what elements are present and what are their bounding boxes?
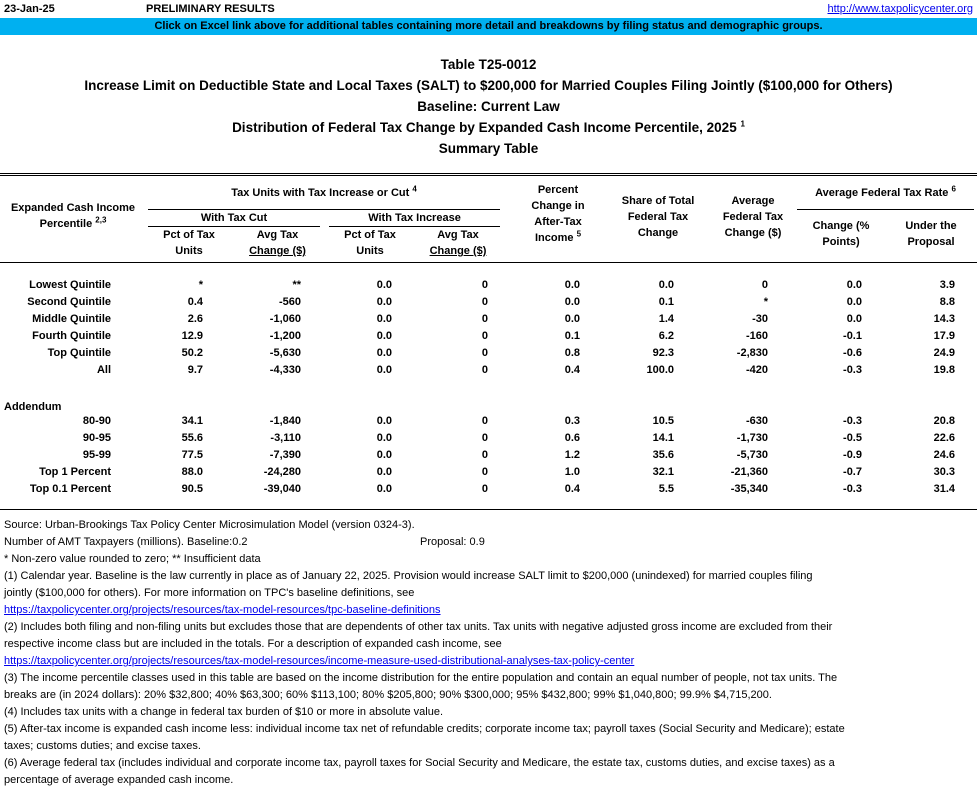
cell-rate-change: -0.6 (843, 347, 862, 359)
row-label: 90-95 (82, 432, 111, 444)
cell-inc-pct: 0.0 (376, 296, 392, 308)
cell-cut-pct: * (198, 279, 203, 291)
row-label: Middle Quintile (32, 313, 111, 325)
table-row (0, 345, 977, 362)
cell-rate-change: -0.7 (843, 466, 862, 478)
cell-pct-after-tax: 0.0 (564, 313, 580, 325)
cell-rate: 14.3 (933, 313, 955, 325)
cell-rate: 22.6 (933, 432, 955, 444)
notes (4, 517, 972, 789)
table-row (0, 430, 977, 447)
table-number: Table T25-0012 (440, 57, 537, 72)
cell-inc-avg: 0 (481, 449, 488, 461)
cell-cut-avg: -1,060 (269, 313, 301, 325)
cell-avg-change: * (763, 296, 768, 308)
cell-avg-change: -5,730 (736, 449, 768, 461)
cell-share: 0.0 (658, 279, 674, 291)
cell-pct-after-tax: 0.3 (564, 415, 580, 427)
note-5: (5) After-tax income is expanded cash income less: individual income tax net of refundable credits; corporate income tax; payroll taxes (Social Security and Medicare); estate (4, 723, 845, 735)
note-5-cont: taxes; customs duties; and excise taxes. (4, 740, 201, 752)
cell-rate-change: 0.0 (846, 279, 862, 291)
cell-inc-pct: 0.0 (376, 347, 392, 359)
cell-inc-pct: 0.0 (376, 364, 392, 376)
cell-rate: 17.9 (933, 330, 955, 342)
note-6: (6) Average federal tax (includes individual and corporate income tax, payroll taxes for Social Security and Medicare, the estate tax, customs duties, and excise taxes) as a (4, 757, 835, 769)
note-amt: Number of AMT Taxpayers (millions). Baseline:0.2 Proposal: 0.9 (4, 536, 485, 548)
cell-rate-change: 0.0 (846, 296, 862, 308)
cell-inc-pct: 0.0 (376, 449, 392, 461)
cell-cut-pct: 0.4 (187, 296, 203, 308)
table-subtitle: Distribution of Federal Tax Change by Expanded Cash Income Percentile, 2025 $^1$ (232, 119, 745, 135)
cell-inc-pct: 0.0 (376, 432, 392, 444)
cell-inc-avg: 0 (481, 330, 488, 342)
cell-inc-pct: 0.0 (376, 313, 392, 325)
cell-rate: 31.4 (933, 483, 955, 495)
cell-rate-change: -0.5 (843, 432, 862, 444)
cell-cut-pct: 50.2 (181, 347, 203, 359)
row-label: Fourth Quintile (32, 330, 111, 342)
cell-inc-avg: 0 (481, 483, 488, 495)
cell-share: 14.1 (652, 432, 674, 444)
row-label: Top Quintile (47, 347, 111, 359)
table-titles (0, 54, 977, 159)
cell-cut-pct: 88.0 (181, 466, 203, 478)
row-label: All (96, 364, 111, 376)
cell-cut-avg: -5,630 (269, 347, 301, 359)
cell-rate-change: -0.9 (843, 449, 862, 461)
col-header-share: Share of Total Federal Tax Change (621, 195, 695, 239)
cell-avg-change: -21,360 (730, 466, 768, 478)
website-link[interactable]: http://www.taxpolicycenter.org (827, 3, 973, 15)
note-source: Source: Urban-Brookings Tax Policy Center Microsimulation Model (version 0324-3). (4, 519, 415, 531)
cell-share: 92.3 (652, 347, 674, 359)
cell-cut-pct: 90.5 (181, 483, 203, 495)
col-header-pct-after-tax: Percent Change in After-Tax Income $^5$ (531, 184, 585, 244)
cell-cut-pct: 9.7 (187, 364, 203, 376)
note-1: (1) Calendar year. Baseline is the law currently in place as of January 22, 2025. Provision would increase SALT limit to $200,000 (unindexed) for married couples filing (4, 570, 813, 582)
cell-pct-after-tax: 1.2 (564, 449, 580, 461)
cell-cut-avg: -7,390 (269, 449, 301, 461)
cell-share: 6.2 (658, 330, 674, 342)
col-header-avg-change: Average Federal Tax Change ($) (722, 195, 784, 239)
note-2-cont: respective income class but are included in the totals. For a description of expanded cash income, see (4, 638, 502, 650)
cell-pct-after-tax: 0.4 (564, 483, 580, 495)
cell-cut-avg: -1,840 (269, 415, 301, 427)
row-label: Second Quintile (27, 296, 111, 308)
col-header-rate: Average Federal Tax Rate $^6$ (815, 184, 956, 199)
col-header-with-increase: With Tax Increase (368, 212, 461, 224)
col-header-with-cut: With Tax Cut (200, 212, 268, 224)
cell-rate-change: -0.3 (843, 415, 862, 427)
cell-avg-change: -30 (752, 313, 768, 325)
cell-cut-pct: 55.6 (181, 432, 203, 444)
table-row (0, 447, 977, 464)
cell-rate: 24.9 (933, 347, 955, 359)
income-measure-link[interactable]: https://taxpolicycenter.org/projects/resources/tax-model-resources/income-measure-used-distributional-analyses-tax-policy-center (4, 655, 635, 667)
cell-inc-avg: 0 (481, 415, 488, 427)
cell-pct-after-tax: 0.0 (564, 279, 580, 291)
row-label: Top 0.1 Percent (29, 483, 111, 495)
col-header-income: Expanded Cash Income Percentile $^{2,3}$ (10, 202, 136, 230)
cell-inc-pct: 0.0 (376, 330, 392, 342)
table-row (0, 481, 977, 498)
col-header-cut-avg: Avg Tax Change ($) (249, 229, 306, 257)
cell-cut-avg: -24,280 (263, 466, 301, 478)
rate-rule (797, 209, 974, 210)
cell-cut-avg: -3,110 (270, 432, 301, 444)
cell-rate: 3.9 (939, 279, 955, 291)
cell-cut-pct: 34.1 (181, 415, 203, 427)
cell-rate-change: 0.0 (846, 313, 862, 325)
row-label: 80-90 (82, 415, 111, 427)
col-header-inc-pct: Pct of Tax Units (344, 229, 396, 257)
cell-pct-after-tax: 0.4 (564, 364, 580, 376)
table-row (0, 362, 977, 379)
col-header-inc-avg: Avg Tax Change ($) (429, 229, 487, 257)
note-star: * Non-zero value rounded to zero; ** Insufficient data (4, 553, 261, 565)
cell-cut-avg: -39,040 (263, 483, 301, 495)
cell-avg-change: -35,340 (730, 483, 768, 495)
header-bottom-rule (0, 262, 977, 263)
top-bar (0, 0, 977, 18)
cell-pct-after-tax: 0.0 (564, 296, 580, 308)
baseline-definitions-link[interactable]: https://taxpolicycenter.org/projects/resources/tax-model-resources/tpc-baseline-definitions (4, 604, 441, 616)
cell-cut-pct: 12.9 (181, 330, 203, 342)
row-label: 95-99 (82, 449, 111, 461)
cell-avg-change: 0 (761, 279, 768, 291)
cell-avg-change: -160 (745, 330, 768, 342)
table-row (0, 277, 977, 294)
cell-rate: 30.3 (933, 466, 955, 478)
col-header-tax-units: Tax Units with Tax Increase or Cut $^4$ (231, 184, 417, 199)
report-date: 23-Jan-25 (4, 3, 55, 15)
cell-cut-pct: 77.5 (181, 449, 203, 461)
cell-share: 10.5 (652, 415, 674, 427)
cell-rate: 19.8 (933, 364, 955, 376)
cell-pct-after-tax: 0.8 (564, 347, 580, 359)
table-row (0, 311, 977, 328)
cell-share: 35.6 (652, 449, 674, 461)
cell-pct-after-tax: 0.6 (564, 432, 580, 444)
cell-inc-avg: 0 (481, 279, 488, 291)
table-row (0, 413, 977, 430)
row-label: Top 1 Percent (39, 466, 111, 478)
table-bottom-rule (0, 509, 977, 510)
cell-pct-after-tax: 1.0 (564, 466, 580, 478)
cell-inc-avg: 0 (481, 432, 488, 444)
cell-share: 32.1 (652, 466, 674, 478)
cell-rate: 8.8 (939, 296, 955, 308)
cell-cut-avg: -4,330 (269, 364, 301, 376)
cell-inc-pct: 0.0 (376, 415, 392, 427)
cell-rate-change: -0.3 (843, 483, 862, 495)
cell-cut-avg: -1,200 (269, 330, 301, 342)
cell-inc-avg: 0 (481, 466, 488, 478)
note-1-cont: jointly ($100,000 for others). For more information on TPC's baseline definitions, see (4, 587, 415, 599)
cell-pct-after-tax: 0.1 (564, 330, 580, 342)
cell-avg-change: -630 (745, 415, 768, 427)
cell-share: 100.0 (646, 364, 674, 376)
cell-share: 0.1 (658, 296, 674, 308)
col-header-cut-pct: Pct of Tax Units (163, 229, 215, 257)
cell-inc-pct: 0.0 (376, 483, 392, 495)
cell-rate-change: -0.1 (843, 330, 862, 342)
table-row (0, 328, 977, 345)
cell-share: 1.4 (658, 313, 674, 325)
table-summary-label: Summary Table (438, 141, 539, 156)
cell-rate-change: -0.3 (843, 364, 862, 376)
col-header-rate-under: Under the Proposal (905, 220, 957, 248)
cell-rate: 24.6 (933, 449, 955, 461)
cell-inc-pct: 0.0 (376, 279, 392, 291)
cell-inc-avg: 0 (481, 364, 488, 376)
cell-inc-avg: 0 (481, 313, 488, 325)
cell-inc-pct: 0.0 (376, 466, 392, 478)
cell-share: 5.5 (658, 483, 674, 495)
col-header-rate-change: Change (% Points) (812, 220, 870, 248)
note-4: (4) Includes tax units with a change in federal tax burden of $10 or more in absolute value. (4, 706, 444, 718)
cell-cut-pct: 2.6 (187, 313, 203, 325)
cell-rate: 20.8 (933, 415, 955, 427)
note-2: (2) Includes both filing and non-filing units but excludes those that are dependents of other tax units. Tax units with negative adjusted gross income are excluded from their (4, 621, 833, 633)
cell-inc-avg: 0 (481, 296, 488, 308)
note-6-cont: percentage of average expanded cash income. (4, 774, 234, 786)
table-row (0, 464, 977, 481)
row-label: Lowest Quintile (29, 279, 111, 291)
excel-banner: Click on Excel link above for additional tables containing more detail and breakdowns by filing status and demographic groups. (0, 18, 977, 35)
table-row (0, 294, 977, 311)
status-label: PRELIMINARY RESULTS (146, 3, 275, 15)
note-3: (3) The income percentile classes used in this table are based on the income distribution for the entire population and contain an equal number of people, not tax units. The (4, 672, 838, 684)
table-title: Increase Limit on Deductible State and Local Taxes (SALT) to $200,000 for Married Couples Filing Jointly ($100,000 for Others) (84, 78, 893, 93)
note-3-cont: breaks are (in 2024 dollars): 20% $32,800; 40% $63,300; 60% $113,100; 80% $205,800; 90% $300,000; 95% $432,800; 99% $1,040,800; 99.9% $4,715,200. (4, 689, 772, 701)
cell-inc-avg: 0 (481, 347, 488, 359)
header-top-rule (0, 173, 977, 176)
cell-avg-change: -420 (745, 364, 768, 376)
table-baseline: Baseline: Current Law (417, 99, 560, 114)
cell-cut-avg: ** (292, 279, 301, 291)
addendum-label: Addendum (4, 401, 62, 413)
cell-cut-avg: -560 (278, 296, 301, 308)
cell-avg-change: -1,730 (736, 432, 768, 444)
cell-avg-change: -2,830 (736, 347, 768, 359)
